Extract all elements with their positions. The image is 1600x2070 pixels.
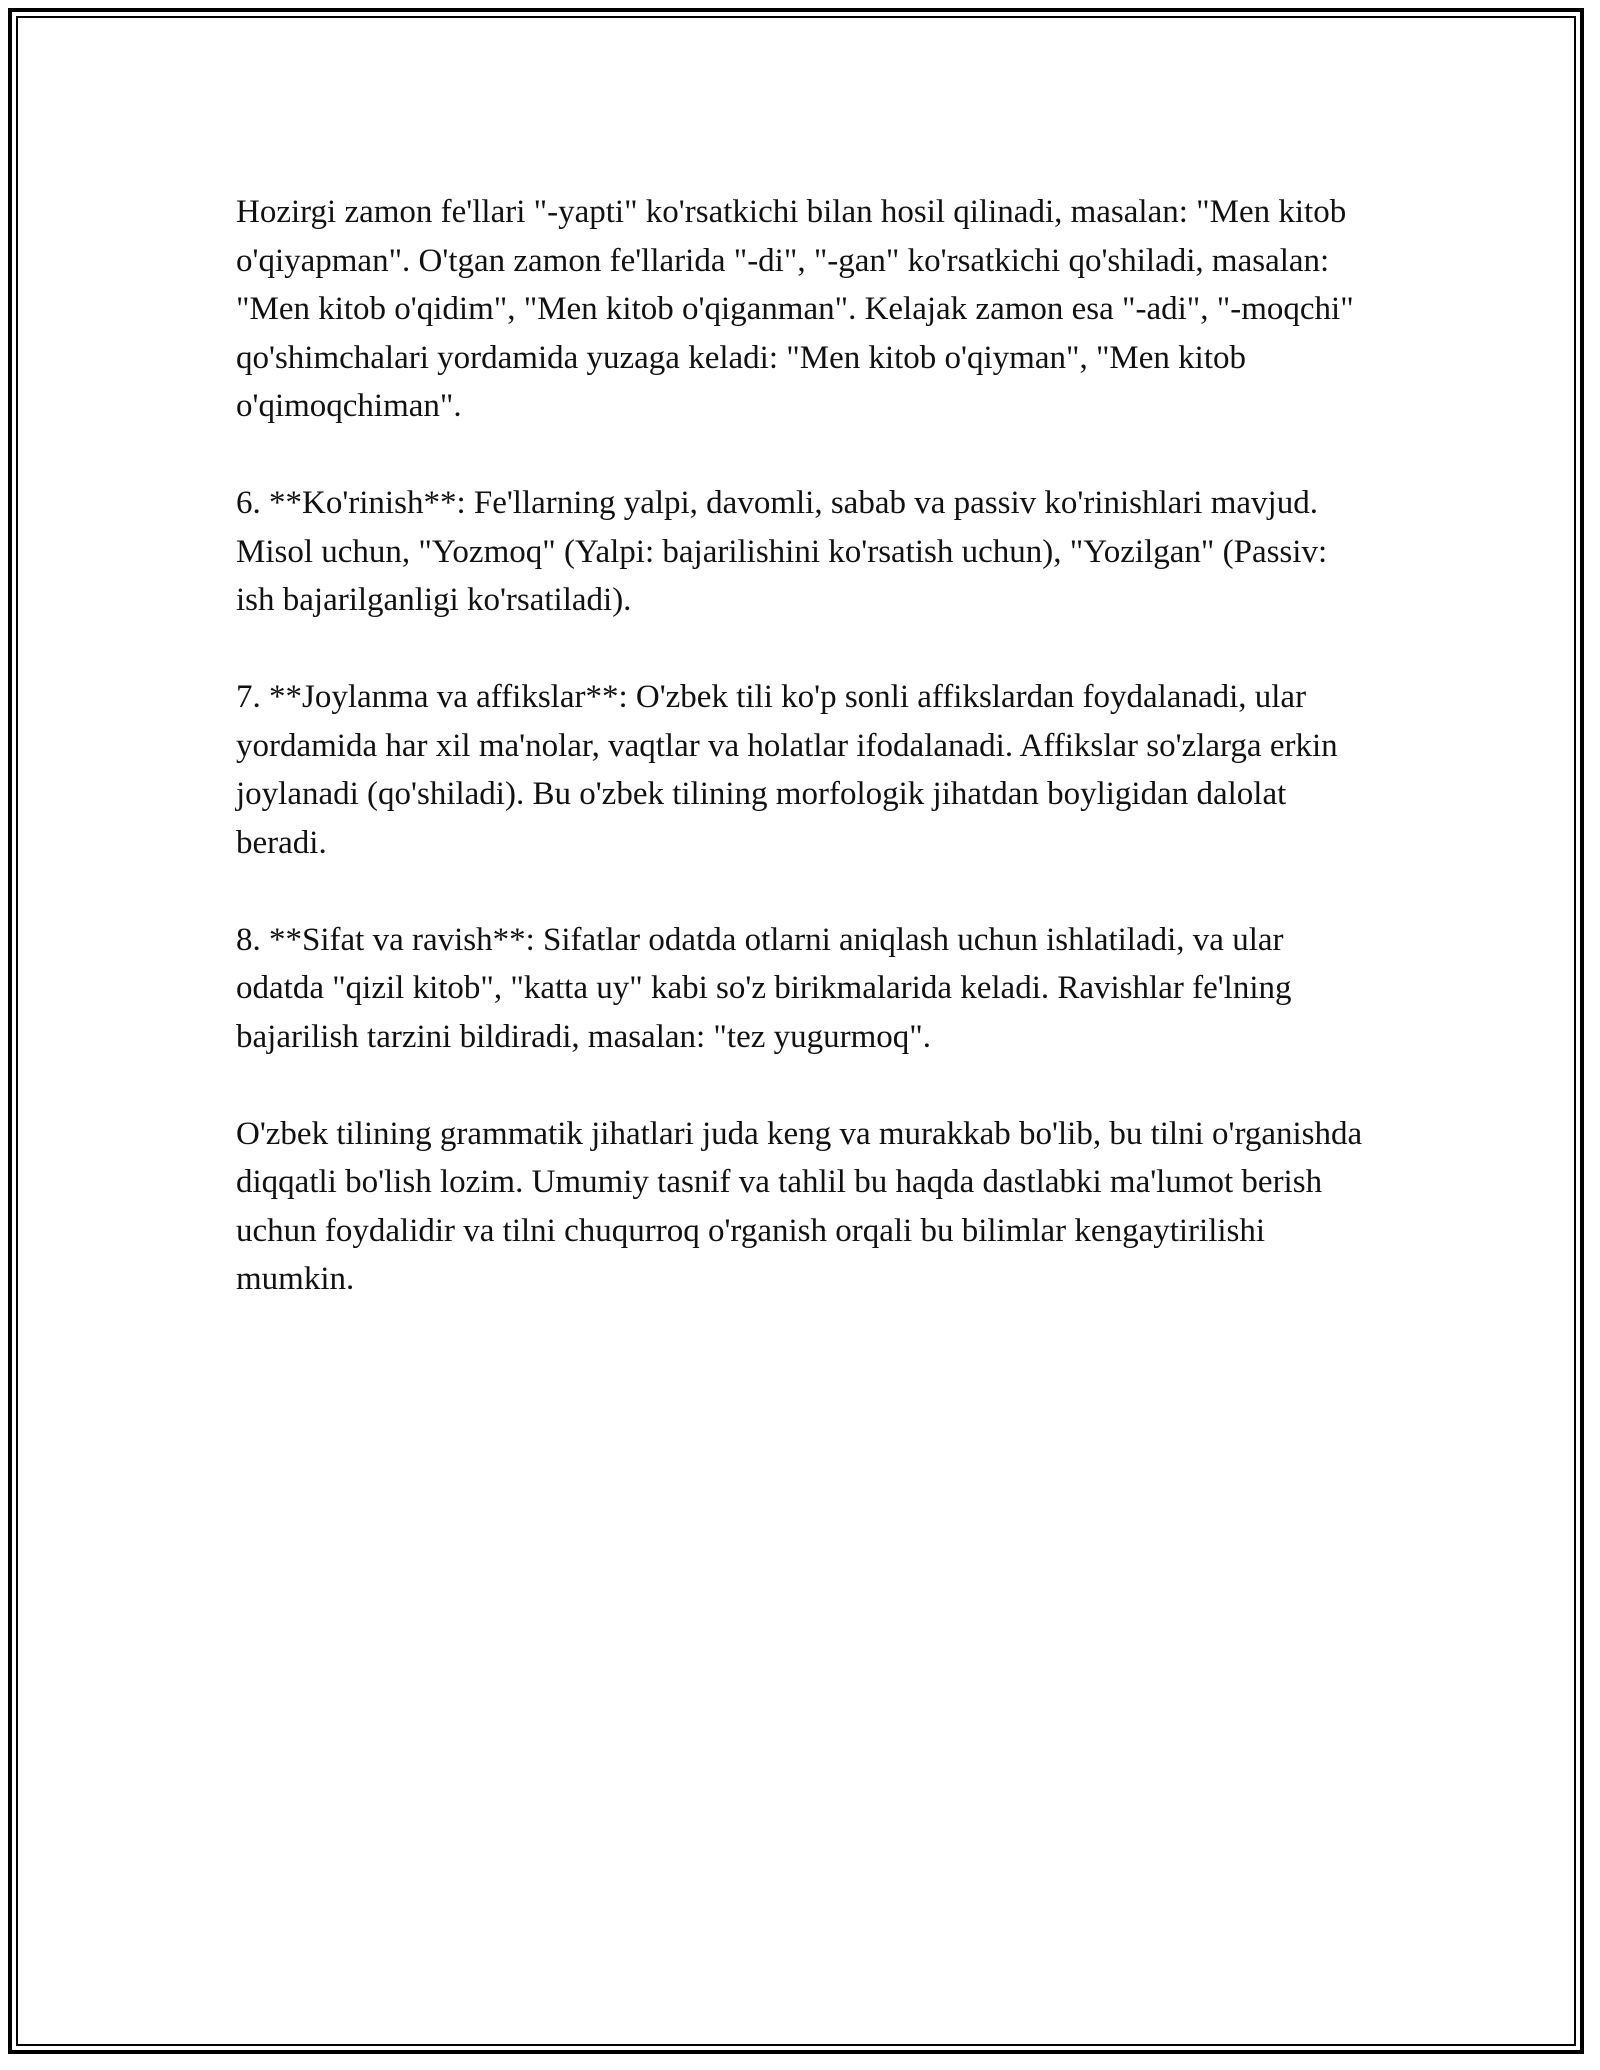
document-body xyxy=(236,188,1366,1352)
paragraph-tenses: Hozirgi zamon fe'llari "-yapti" ko'rsatkichi bilan hosil qilinadi, masalan: "Men kitob o'qiyapman". O'tgan zamon fe'llarida "-di", "-gan" ko'rsatkichi qo'shiladi, masalan: "Men kitob o'qidim", "Men kitob o'qiganman". Kelajak zamon esa "-adi", "-moqchi" qo'shimchalari yordamida yuzaga keladi: "Men kitob o'qiyman", "Men kitob o'qimoqchiman". xyxy=(236,194,1354,424)
paragraph-joylanma-affikslar: 7. **Joylanma va affikslar**: O'zbek tili ko'p sonli affikslardan foydalanadi, ular yordamida har xil ma'nolar, vaqtlar va holatlar ifodalanadi. Affikslar so'zlarga erkin joylanadi (qo'shiladi). Bu o'zbek tilining morfologik jihatdan boyligidan dalolat beradi. xyxy=(236,679,1338,861)
paragraph-conclusion: O'zbek tilining grammatik jihatlari juda keng va murakkab bo'lib, bu tilni o'rganishda diqqatli bo'lish lozim. Umumiy tasnif va tahlil bu haqda dastlabki ma'lumot berish uchun foydalidir va tilni chuqurroq o'rganish orqali bu bilimlar kengaytirilishi mumkin. xyxy=(236,1115,1363,1297)
paragraph-korinish: 6. **Ko'rinish**: Fe'llarning yalpi, davomli, sabab va passiv ko'rinishlari mavjud. Misol uchun, "Yozmoq" (Yalpi: bajarilishini ko'rsatish uchun), "Yozilgan" (Passiv: ish bajarilganligi ko'rsatiladi). xyxy=(236,485,1328,618)
paragraph-sifat-ravish: 8. **Sifat va ravish**: Sifatlar odatda otlarni aniqlash uchun ishlatiladi, va ular odatda "qizil kitob", "katta uy" kabi so'z birikmalarida keladi. Ravishlar fe'lning bajarilish tarzini bildiradi, masalan: "tez yugurmoq". xyxy=(236,921,1292,1055)
